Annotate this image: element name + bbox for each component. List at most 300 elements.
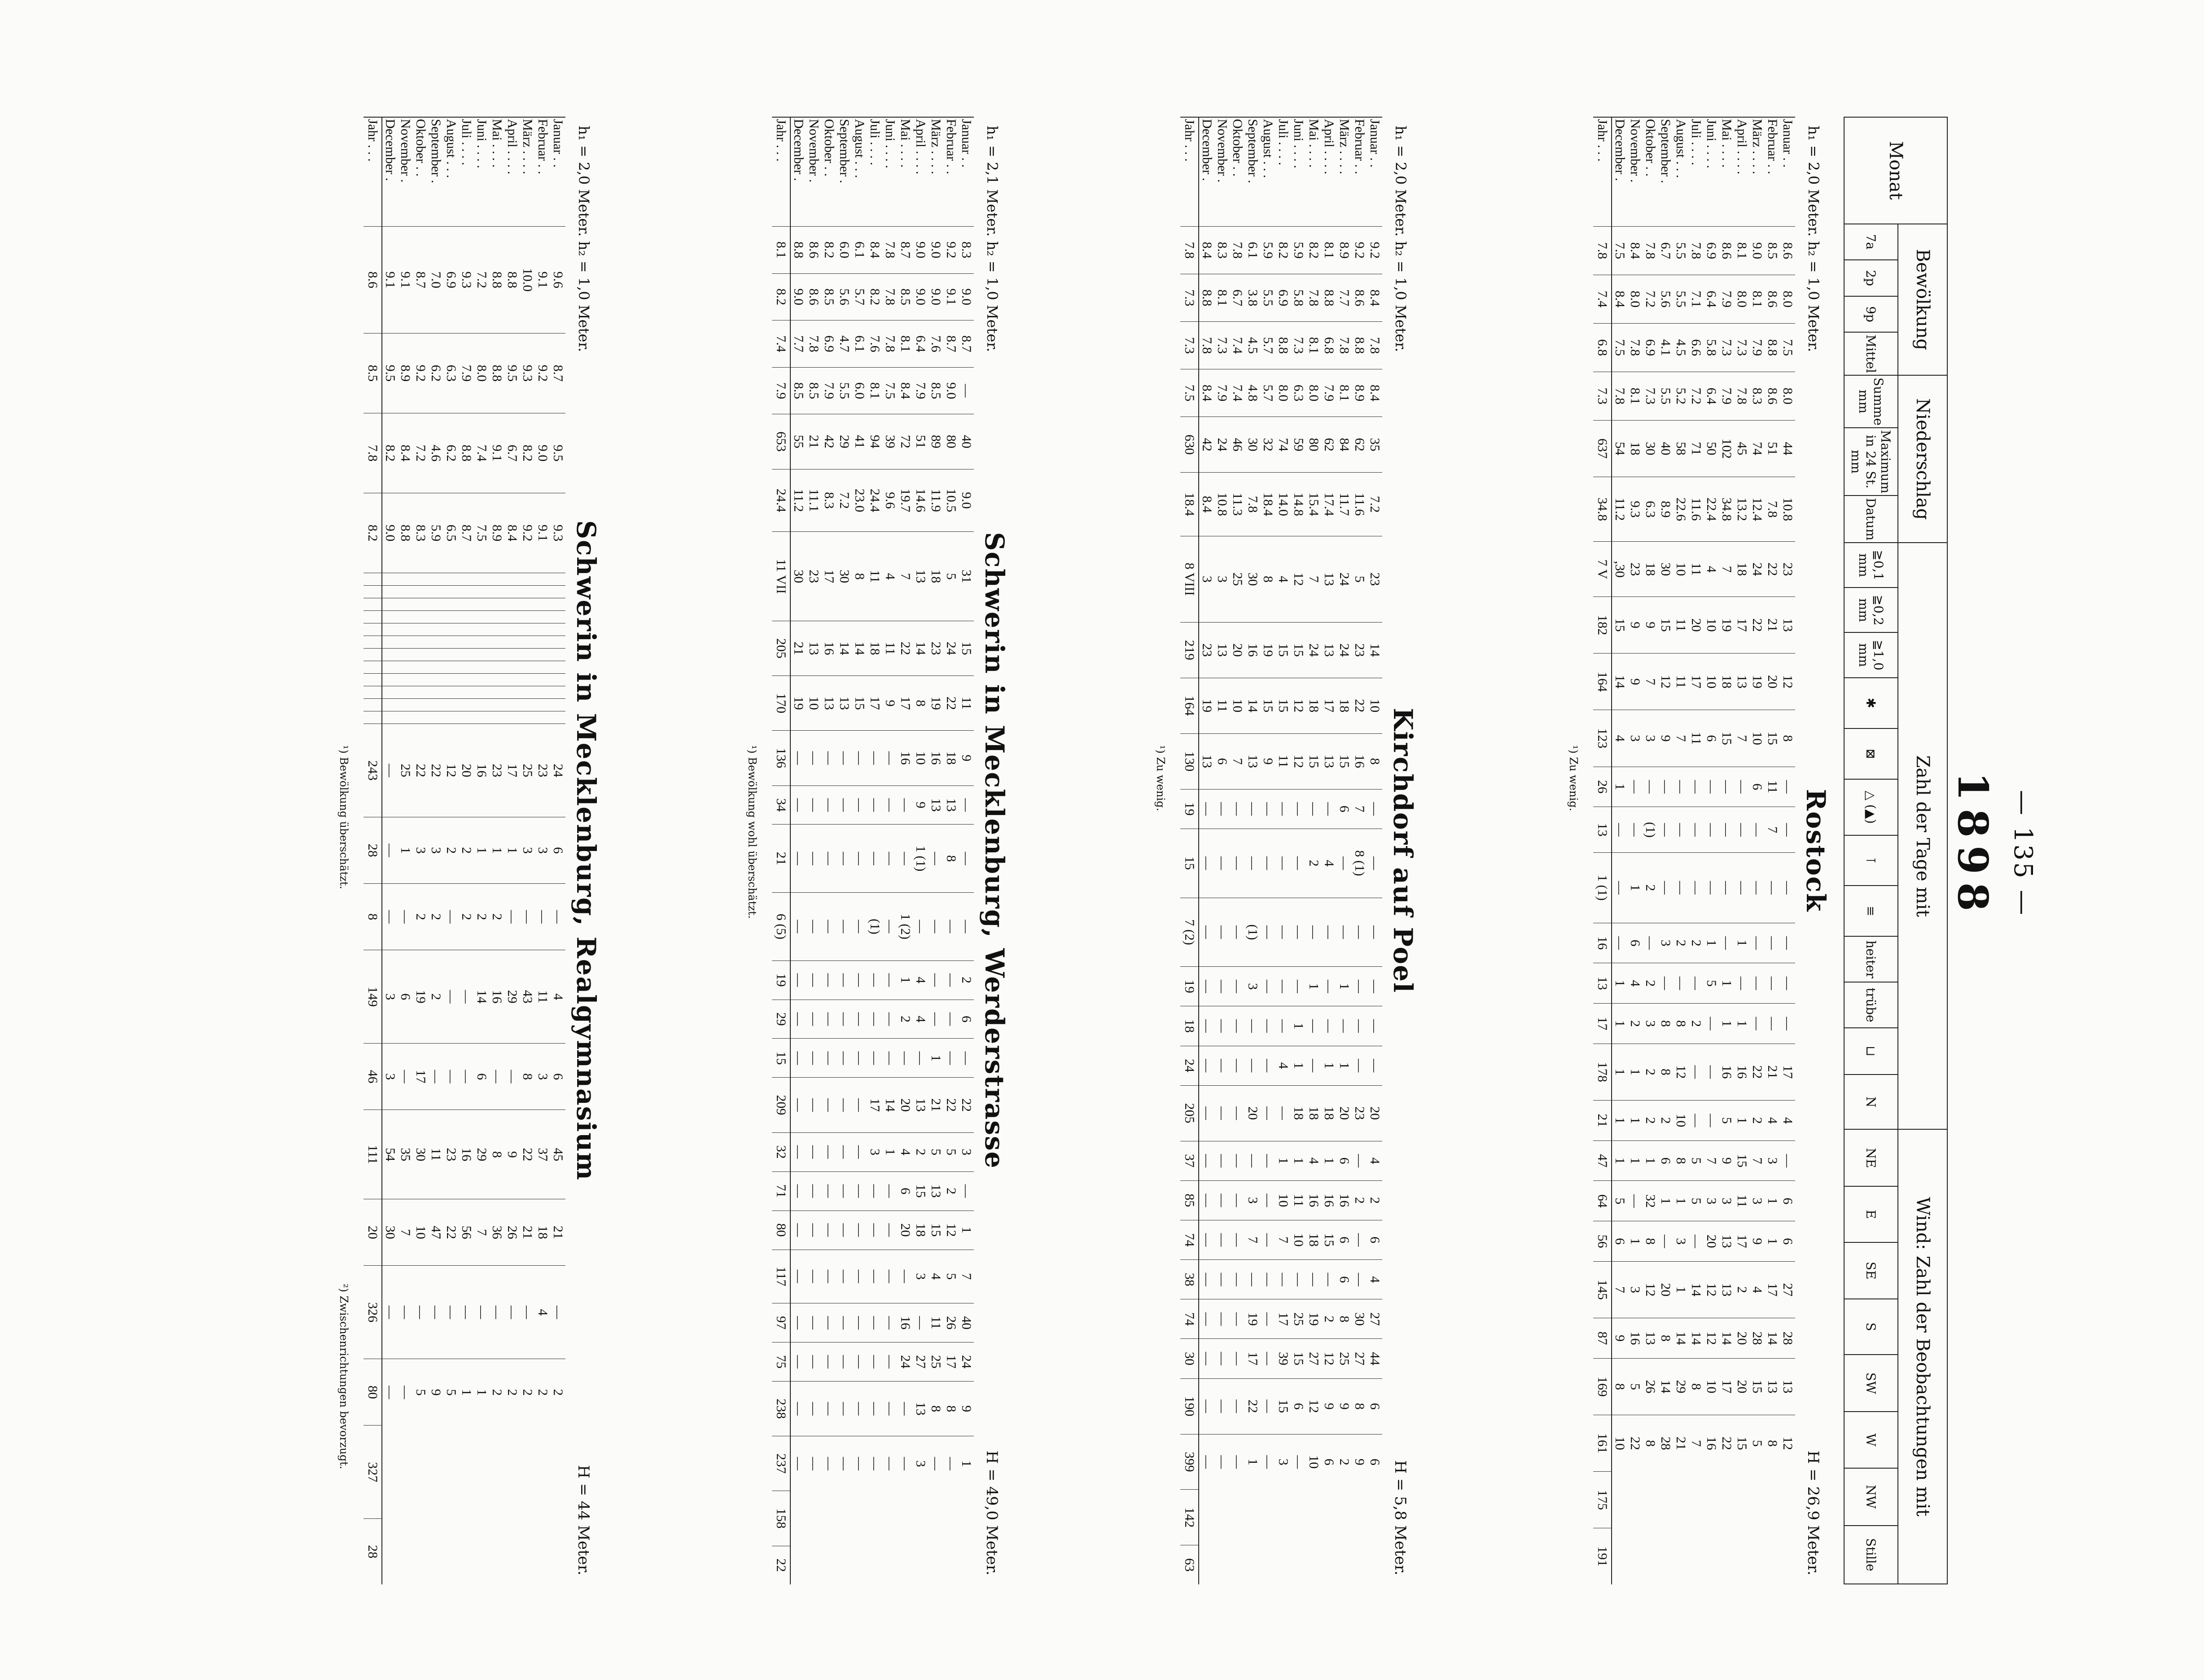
value-cell: 6 [1367,1378,1382,1434]
value-cell: 17 [1688,654,1704,710]
value-cell: 10.8 [1214,473,1230,536]
month-cell: Jahr . . . [364,117,382,227]
value-cell: 7 [898,532,913,621]
value-cell: — [1214,789,1230,829]
value-cell: — [1214,1220,1230,1259]
value-cell: — [806,1132,821,1171]
value-cell: 8.5 [790,367,806,414]
value-cell [398,686,413,699]
value-cell [504,586,520,598]
value-cell: 182 [1593,597,1612,654]
value-cell: — [1291,1434,1306,1490]
value-cell [413,686,428,699]
year-heading: 1898 [1949,772,1997,920]
value-cell: 12 [1673,1044,1688,1100]
value-cell: 2 [459,884,474,950]
value-cell: 16 [928,731,943,785]
subheader-col: heiter [1844,936,1898,982]
value-cell [398,711,413,724]
value-cell: 3 [520,817,535,884]
value-cell: 74 [1749,420,1765,477]
value-cell: 24 [1749,542,1765,597]
value-cell: 8 [1673,1004,1688,1044]
value-cell: 3 [1643,710,1658,767]
value-cell: 2 [943,1171,959,1211]
value-cell: — [1260,1085,1275,1141]
month-cell: Mai . . . . [898,117,913,227]
value-cell: 1 [1627,1140,1643,1181]
value-cell: 4 [1780,1100,1795,1140]
value-cell: 71 [1688,420,1704,477]
value-cell: 16 [1336,1180,1352,1220]
value-cell: — [790,1078,806,1132]
value-cell: 6 [1367,1220,1382,1259]
value-cell: 9.2 [535,333,550,413]
value-cell [398,623,413,636]
value-cell: 7.8 [882,320,898,368]
station-data-table [364,117,565,1584]
value-cell: 14 [1367,622,1382,678]
value-cell [474,623,489,636]
value-cell: 12 [443,724,459,817]
value-cell: 8 [1260,536,1275,622]
value-cell [550,636,565,649]
value-cell: 169 [1593,1358,1612,1415]
value-cell [550,611,565,623]
value-cell [382,623,398,636]
value-cell: — [1704,807,1719,853]
value-cell: 21 [1765,1044,1780,1100]
value-cell: 8.2 [1306,227,1321,274]
value-cell: 8.5 [806,367,821,414]
value-cell: 21 [928,1078,943,1132]
value-cell: — [1321,789,1336,829]
value-cell: 20 [1336,1085,1352,1141]
value-cell: — [1260,1180,1275,1220]
value-cell: — [837,1132,852,1171]
value-cell: 15 [1765,710,1780,767]
value-cell: 10 [1704,597,1719,654]
value-cell: 13 [1719,1261,1734,1318]
value-cell: 2 [1643,853,1658,923]
value-cell: — [1704,1004,1719,1044]
value-cell: — [959,825,974,893]
value-cell [459,623,474,636]
value-cell: 9.1 [943,273,959,320]
month-cell: September . [837,117,852,227]
value-cell: — [489,1044,504,1110]
value-cell: — [1230,967,1245,1006]
value-cell: 1 [489,817,504,884]
value-cell: — [1214,1046,1230,1085]
subheader-col: Datum [1844,496,1898,543]
value-cell: 3 [1749,1181,1765,1221]
table-row [852,117,867,1584]
value-cell: 6 [1612,1221,1627,1262]
value-cell: 8.1 [867,367,882,414]
value-cell: — [806,1382,821,1436]
value-cell: 2 [459,817,474,884]
value-cell: — [821,1342,837,1382]
value-cell: — [1275,1085,1291,1141]
value-cell: — [806,1211,821,1250]
month-cell: Mai . . . . [1306,117,1321,227]
value-cell: 2 [1352,1180,1367,1220]
value-cell: 4.8 [1245,369,1260,417]
value-cell: 6 (5) [772,893,790,961]
value-cell: 9 [1321,1378,1336,1434]
value-cell: ,30 [1612,542,1627,597]
value-cell: — [1352,898,1367,967]
value-cell: 8.6 [806,273,821,320]
month-cell: April . . . . [1734,117,1749,227]
value-cell [535,623,550,636]
value-cell: 6.3 [1291,369,1306,417]
value-cell: 7.5 [882,367,898,414]
value-cell: 97 [772,1303,790,1342]
value-cell: 13 [1719,1221,1734,1262]
value-cell: — [806,731,821,785]
value-cell: — [1719,853,1734,923]
value-cell [504,598,520,611]
value-cell: — [1780,1004,1795,1044]
value-cell: 29 [772,1000,790,1039]
value-cell: — [1291,789,1306,829]
value-cell: 8.4 [1367,274,1382,322]
value-cell: 40 [959,1303,974,1342]
value-cell: — [1214,1180,1230,1220]
value-cell: 3 [1627,1261,1643,1318]
table-row [1627,117,1643,1584]
value-cell: — [882,731,898,785]
value-cell [474,711,489,724]
value-cell [474,586,489,598]
value-cell: 11 [959,676,974,731]
value-cell: 35 [398,1110,413,1199]
month-cell: Juli . . . . [459,117,474,227]
value-cell: 16 [898,1303,913,1342]
value-cell: 14.0 [1275,473,1291,536]
value-cell: 2 [1306,829,1321,898]
value-cell: 34 [772,785,790,825]
value-cell: 15 [772,1039,790,1078]
value-cell: 13 [1245,733,1260,789]
value-cell: 5.7 [1260,369,1275,417]
value-cell: 13 [837,676,852,731]
value-cell [535,586,550,598]
value-cell: — [1245,829,1260,898]
value-cell [489,711,504,724]
value-cell: 30 [1658,542,1673,597]
value-cell [443,699,459,711]
value-cell [535,686,550,699]
value-cell: 34.8 [1719,477,1734,541]
value-cell: — [837,825,852,893]
value-cell: 327 [364,1426,382,1519]
value-cell: 8.8 [489,227,504,333]
value-cell [382,674,398,686]
value-cell: 16 [1352,733,1367,789]
value-cell: 17 [1734,597,1749,654]
value-cell [428,623,443,636]
value-cell [413,573,428,586]
value-cell: 15 [1321,1220,1336,1259]
table-row [1612,117,1627,1584]
value-cell: 16 [898,731,913,785]
value-cell: 94 [867,414,882,469]
value-cell: — [1230,1180,1245,1220]
value-cell: 7.8 [364,413,382,493]
value-cell: — [1765,963,1780,1004]
value-cell: 111 [364,1110,382,1199]
value-cell [550,699,565,711]
value-cell: 20 [1230,622,1245,678]
value-cell: — [1719,807,1734,853]
value-cell: — [852,961,867,1000]
value-cell: 8.0 [1627,275,1643,323]
value-cell: 8.9 [1658,477,1673,541]
value-cell: 5 [1719,1100,1734,1140]
value-cell: 637 [1593,420,1612,477]
value-cell: 29 [504,950,520,1044]
value-cell [382,611,398,623]
value-cell: — [1658,963,1673,1004]
month-cell: September . [428,117,443,227]
value-cell [520,699,535,711]
value-cell [428,573,443,586]
value-cell: 6 [898,1171,913,1211]
value-cell: — [1260,1378,1275,1434]
table-row [1336,117,1352,1584]
value-cell: 16 [1704,1415,1719,1471]
value-cell: — [1260,1046,1275,1085]
value-cell: 19 [1245,1299,1260,1339]
value-cell: 7.9 [459,333,474,413]
subheader-col: ⊠ [1844,728,1898,779]
value-cell: — [520,1266,535,1359]
subheader-col: 7a [1844,224,1898,260]
value-cell [413,711,428,724]
value-cell: 6.9 [821,320,837,368]
table-row [1321,117,1336,1584]
value-cell: 72 [898,414,913,469]
value-cell: — [882,785,898,825]
value-cell: (1) [1245,898,1260,967]
value-cell: 7 [1643,654,1658,710]
value-cell: 17 [504,724,520,817]
value-cell: 2 [913,1132,928,1171]
value-cell: 5.9 [1260,227,1275,274]
value-cell: 8.0 [474,333,489,413]
value-cell: 9.1 [535,227,550,333]
value-cell: — [821,1303,837,1342]
value-cell: 178 [1593,1044,1612,1100]
value-cell: 4 [1275,1046,1291,1085]
value-cell: 1 [928,1039,943,1078]
value-cell [459,711,474,724]
value-cell: 24 [1214,417,1230,473]
value-cell: 8.8 [1321,274,1336,322]
value-cell: 7.3 [1291,322,1306,369]
value-cell: 1 [882,1132,898,1171]
value-cell: — [806,1078,821,1132]
value-cell: 4.5 [1673,323,1688,372]
value-cell: 15 [1336,733,1352,789]
value-cell: 44 [1367,1339,1382,1378]
value-cell: 7 [474,1199,489,1266]
value-cell: 7 (2) [1180,898,1199,967]
value-cell: — [852,1171,867,1211]
month-cell: Juli . . . . [1275,117,1291,227]
value-cell: — [1734,767,1749,807]
value-cell: — [1275,1260,1291,1299]
value-cell: 13 [1321,536,1336,622]
value-cell: — [882,1211,898,1250]
value-cell: 10 [413,1199,428,1266]
value-cell [520,636,535,649]
month-cell: Jahr . . . [772,117,790,227]
value-cell: 3 [382,1044,398,1110]
subheader-col: W [1844,1412,1898,1468]
value-cell [443,598,459,611]
value-cell: 8 [1643,1221,1658,1262]
table-row [882,117,898,1584]
page-head [1949,117,2037,1584]
value-cell: — [837,1000,852,1039]
month-cell: April . . . . [913,117,928,227]
value-cell: 14 [1245,678,1260,733]
header-niederschlag: Niederschlag [1898,375,1947,543]
value-cell: 58 [1673,420,1688,477]
value-cell: 8 [1352,1378,1367,1434]
table-row [1367,117,1382,1584]
value-cell: — [898,1039,913,1078]
value-cell: — [806,1171,821,1211]
value-cell: — [882,825,898,893]
value-cell: 40 [959,414,974,469]
value-cell: 2 [550,1359,565,1426]
subheader-col: ✱ [1844,678,1898,728]
value-cell [382,636,398,649]
value-cell: — [1199,1046,1214,1085]
footnote: ¹) Bewölkung wohl überschätzt. [746,745,758,919]
value-cell: 8.8 [790,227,806,274]
value-cell: 1 (2) [898,893,913,961]
value-cell: — [1291,898,1306,967]
value-cell: 123 [1593,710,1612,767]
value-cell [398,674,413,686]
value-cell: 9 [959,731,974,785]
value-cell: 3 [1673,1221,1688,1262]
value-cell: 7.9 [1719,372,1734,420]
table-row [1260,117,1275,1584]
value-cell: — [398,1359,413,1426]
value-cell: — [882,1382,898,1436]
station-title: Kirchdorf auf Poel [1388,708,1418,993]
value-cell: — [852,893,867,961]
value-cell: 23 [1780,542,1795,597]
value-cell: 6.1 [852,320,867,368]
value-cell: 15 [1734,1140,1749,1181]
station-height: H = 49,0 Meter. [983,1450,1001,1575]
value-cell: 7.8 [806,320,821,368]
value-cell: — [882,1303,898,1342]
value-cell: 28 [364,817,382,884]
month-cell: Februar . . [943,117,959,227]
value-cell: 10 [1673,542,1688,597]
value-cell: — [1352,1260,1367,1299]
value-cell: 11.7 [1336,473,1352,536]
value-cell: 8.4 [898,367,913,414]
value-cell: 11 [535,950,550,1044]
value-cell: 38 [1180,1260,1199,1299]
value-cell [474,649,489,661]
value-cell: 11 [1734,1181,1749,1221]
value-cell: 25 [1291,1299,1306,1339]
value-cell: 25 [928,1342,943,1382]
value-cell: 3 [382,950,398,1044]
value-cell: — [852,1000,867,1039]
value-cell: 8 [1658,1004,1673,1044]
value-cell: — [1780,1140,1795,1181]
value-cell: 4 [928,1250,943,1303]
value-cell: — [1260,829,1275,898]
value-cell: 1 [1719,963,1734,1004]
value-cell: 5.5 [837,367,852,414]
value-cell: 2 [1658,1100,1673,1140]
value-cell: — [913,1303,928,1342]
value-cell: 9.2 [520,493,535,573]
value-cell: 8.7 [459,493,474,573]
value-cell: — [882,893,898,961]
value-cell: 15 [1658,597,1673,654]
value-cell: 11.3 [1230,473,1245,536]
value-cell: 13 [1780,1358,1795,1415]
station-instrument-heights: h₁ = 2,0 Meter. h₂ = 1,0 Meter. [575,126,592,352]
value-cell: — [1245,1141,1260,1180]
value-cell: — [1230,1378,1245,1434]
value-cell: 7.8 [1593,227,1612,275]
value-cell: 12 [1780,1415,1795,1471]
value-cell: 62 [1321,417,1336,473]
value-cell: — [1352,1220,1367,1259]
value-cell: 9 [913,785,928,825]
value-cell: 8.4 [1199,369,1214,417]
value-cell: 20 [459,724,474,817]
value-cell: — [1214,1141,1230,1180]
value-cell: 6 [1336,1260,1352,1299]
subheader-col: Summe mm [1844,375,1898,428]
value-cell: 2 [535,1359,550,1426]
value-cell: — [837,1382,852,1436]
value-cell: — [1321,898,1336,967]
month-cell: März . . . . [928,117,943,227]
value-cell: 19 [790,676,806,731]
value-cell: 7.9 [772,367,790,414]
value-cell: 22 [898,621,913,676]
value-cell: 8.9 [398,333,413,413]
value-cell [428,598,443,611]
table-row [550,117,565,1584]
value-cell: 34.8 [1593,477,1612,541]
value-cell: 14.6 [913,469,928,532]
value-cell: 4.1 [1658,323,1673,372]
value-cell: 18 [1306,1085,1321,1141]
value-cell: 12 [943,1211,959,1250]
value-cell: 1 [1719,1004,1734,1044]
table-row [1230,117,1245,1584]
value-cell: 7 [1352,789,1367,829]
